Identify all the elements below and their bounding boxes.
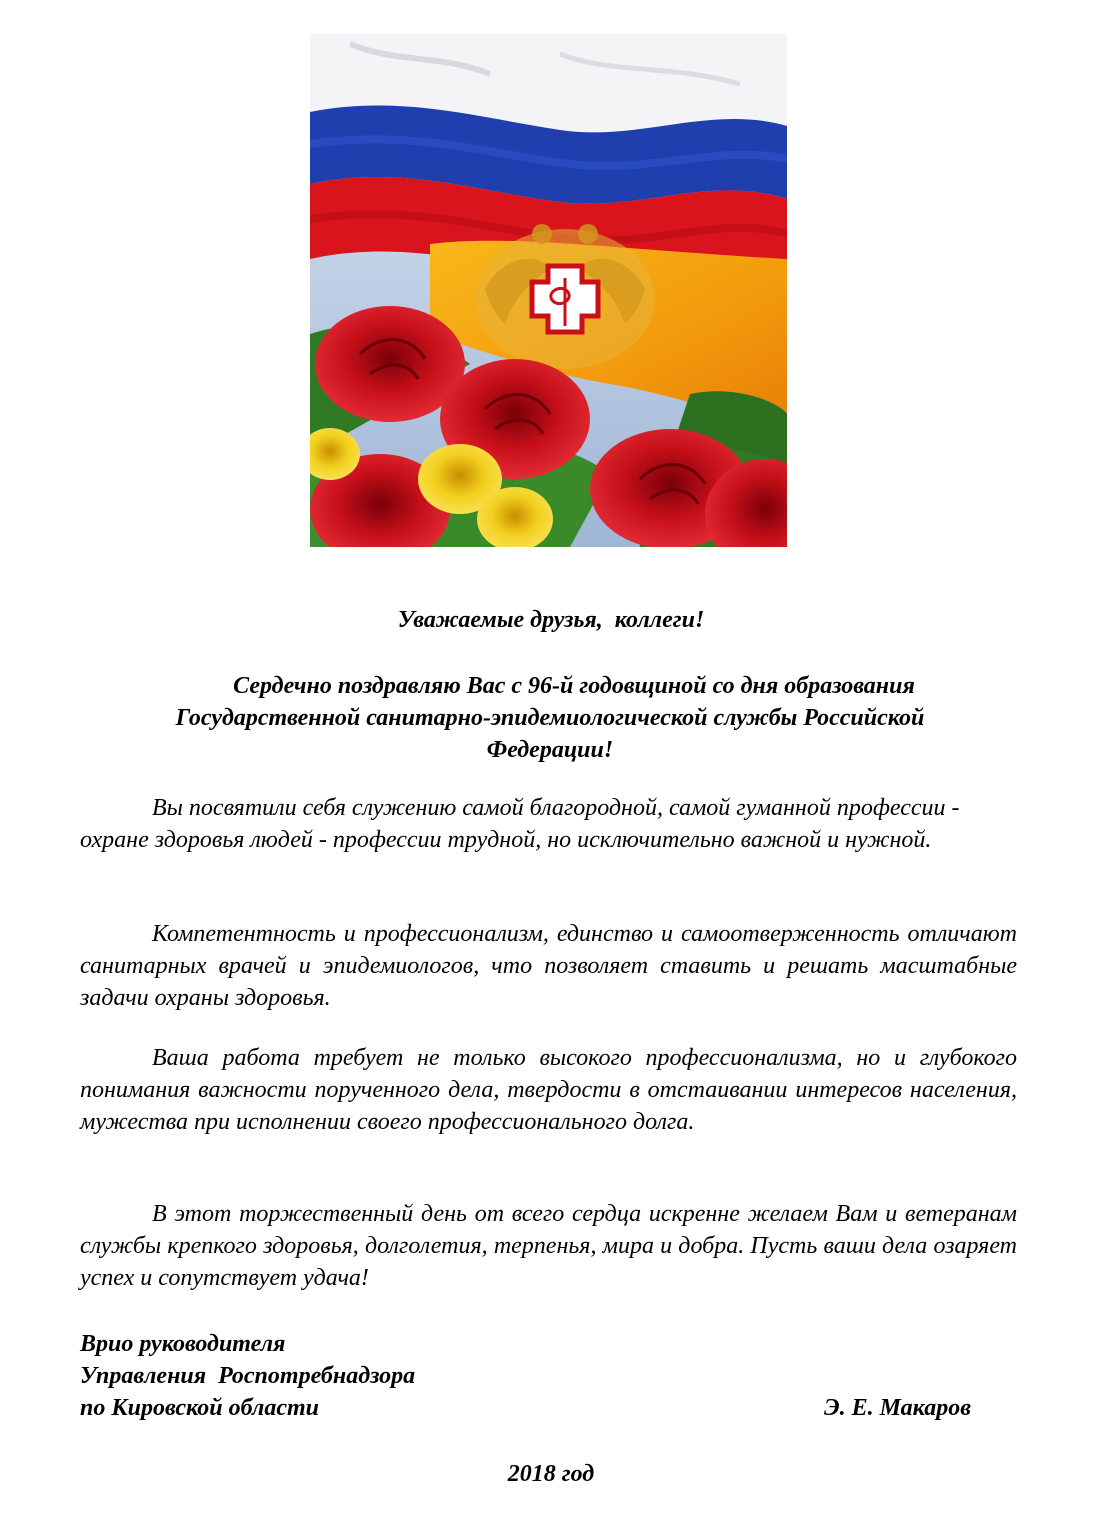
- paragraph-wishes: [80, 1198, 1017, 1294]
- greeting-heading: Уважаемые друзья, коллеги!: [397, 607, 705, 633]
- congratulation-line-1: Сердечно поздравляю Вас с 96-й годовщиной со дня образования: [233, 673, 915, 699]
- paragraph-service: [80, 792, 1017, 856]
- header-illustration: [310, 34, 787, 547]
- signature-title-line-3: по Кировской области: [80, 1395, 319, 1421]
- paragraph-competence: [80, 918, 1017, 1014]
- signature-block: [80, 1328, 415, 1424]
- paragraph-wishes-text: В этот торжественный день от всего сердца искренне желаем Вам и ветеранам службы крепкого здоровья, долголетия, терпенья, мира и добра. Пусть ваши дела озаряет успех и сопутствует удача!: [80, 1201, 1017, 1291]
- flag-roses-image: [310, 34, 787, 547]
- congratulation-heading: [80, 670, 1020, 766]
- congratulation-line-2: Государственной санитарно-эпидемиологической службы Российской: [175, 705, 925, 731]
- paragraph-service-text: Вы посвятили себя служению самой благородной, самой гуманной профессии - охране здоровья людей - профессии трудной, но исключительно важной и нужной.: [80, 795, 960, 853]
- paragraph-work-text: Ваша работа требует не только высокого профессионализма, но и глубокого понимания важности порученного дела, твердости в отстаивании интересов населения, мужества при исполнении своего профессионального долга.: [80, 1045, 1017, 1135]
- signature-title-line-1: Врио руководителя: [80, 1331, 286, 1357]
- document-year: 2018 год: [507, 1461, 595, 1487]
- signature-title-line-2: Управления Роспотребнадзора: [80, 1363, 416, 1389]
- congratulation-line-3: Федерации!: [486, 737, 614, 763]
- paragraph-work: [80, 1042, 1017, 1138]
- signer-name: Э. Е. Макаров: [824, 1395, 971, 1421]
- paragraph-competence-text: Компетентность и профессионализм, единство и самоотверженность отличают санитарных врачей и эпидемиологов, что позволяет ставить и решать масштабные задачи охраны здоровья.: [80, 921, 1017, 1011]
